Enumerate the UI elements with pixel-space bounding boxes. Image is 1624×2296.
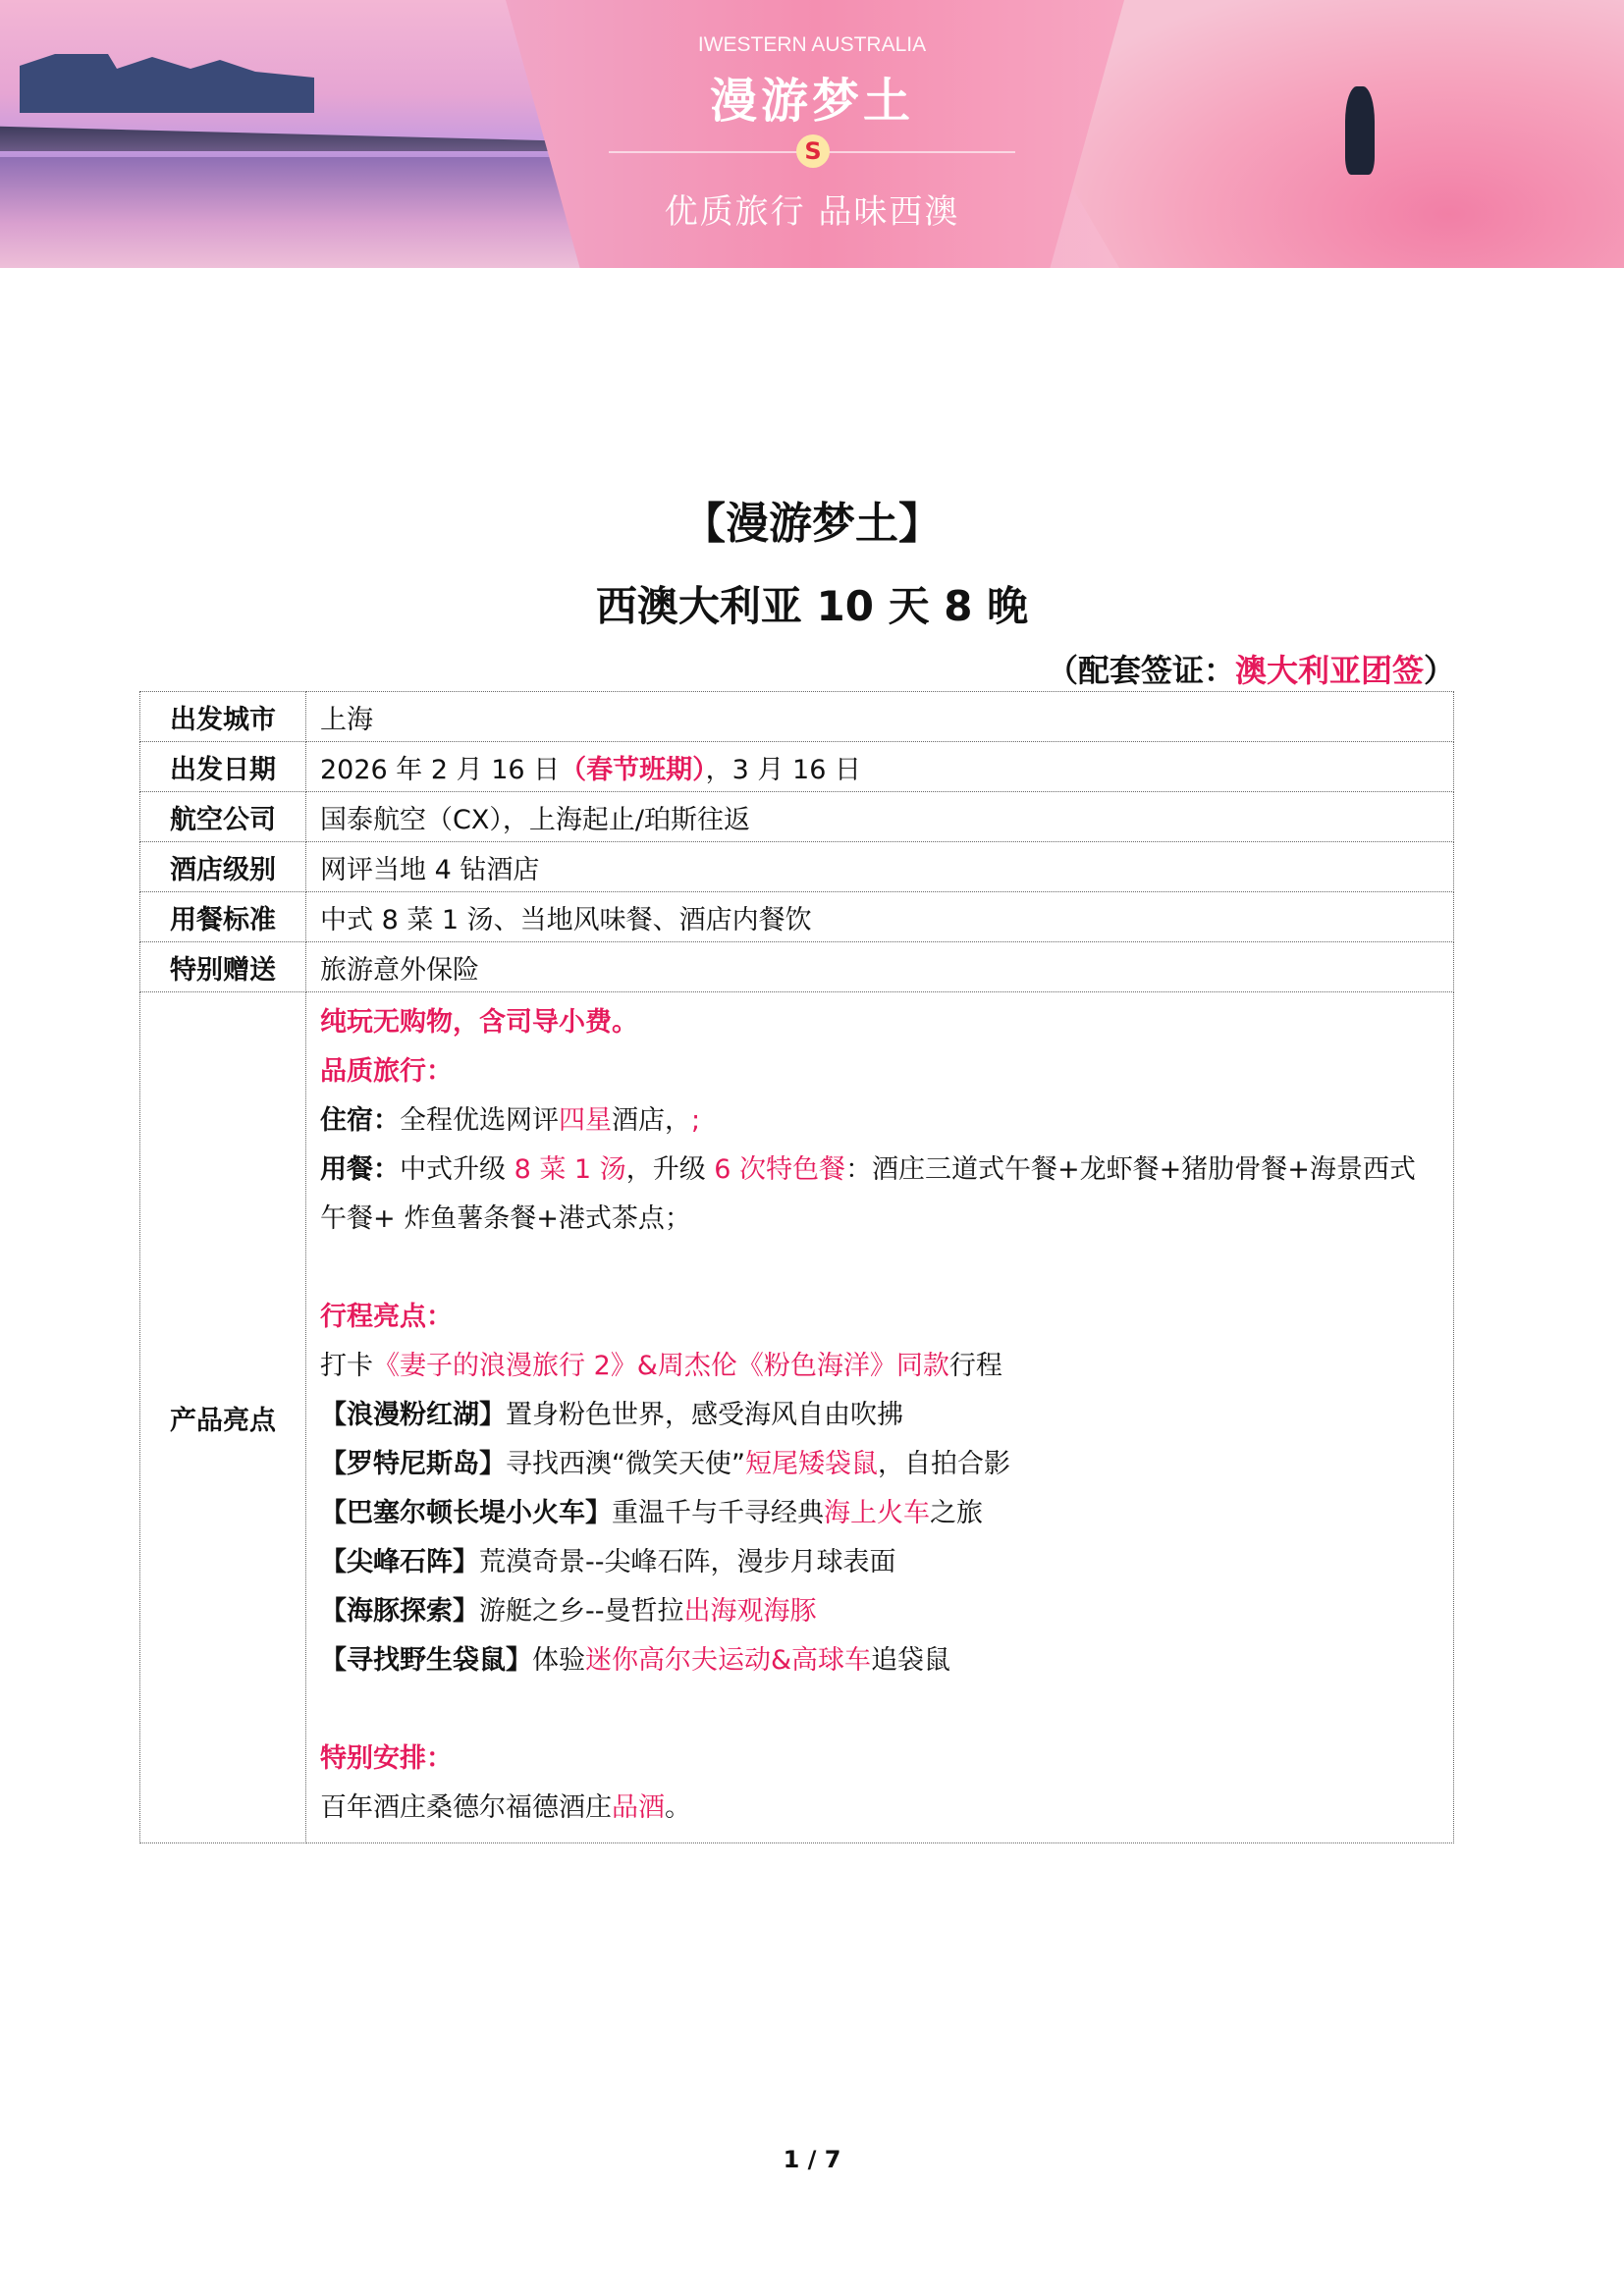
highlight-text: 品质旅行： [320,1056,453,1087]
row-value [306,842,1454,892]
text-segment: 国泰航空（CX），上海起止/珀斯往返 [320,804,750,835]
text-segment: 【浪漫粉红湖】 [320,1400,506,1430]
highlight-line [320,1391,1439,1440]
text-segment: 行程 [948,1351,1002,1381]
trip-info-table [139,691,1454,1843]
page-number: 1 / 7 [783,2146,841,2173]
highlight-line [320,1489,1439,1538]
text-segment: 上海 [320,704,373,735]
highlight-line [320,1538,1439,1587]
text-segment: ：酒庄三道式午餐+龙虾餐+猪肋骨餐+海景西式午餐+ 炸鱼薯条餐+港式茶点； [320,1154,1416,1234]
highlight-text: 出海观海豚 [683,1596,817,1627]
highlights-content [306,992,1454,1843]
visa-suffix: ） [1423,652,1455,689]
highlight-text: 品酒 [612,1792,665,1823]
row-label: 出发城市 [140,692,306,742]
highlight-text: 《妻子的浪漫旅行 2》&周杰伦《粉色海洋》同款 [373,1351,949,1381]
row-label: 出发日期 [140,742,306,792]
banner-slogan: 优质旅行 品味西澳 [664,192,960,232]
text-segment: 体验 [532,1645,585,1676]
highlight-text: 迷你高尔夫运动&高球车 [585,1645,872,1676]
text-segment: 荒漠奇景--尖峰石阵，漫步月球表面 [479,1547,896,1577]
banner-chinese-title: 漫游梦土 [709,74,914,129]
table-row [140,692,1454,742]
text-segment: 【巴塞尔顿长堤小火车】 [320,1498,612,1528]
highlight-line [320,1587,1439,1636]
visa-prefix: （配套签证： [1046,652,1235,689]
highlight-line [320,1293,1439,1342]
row-label: 产品亮点 [140,992,306,1843]
visa-value: 澳大利亚团签 [1234,652,1424,689]
text-segment: ，3 月 16 日 [705,754,861,785]
text-segment: 住宿： [320,1105,400,1136]
row-value [306,892,1454,942]
row-value [306,742,1454,792]
text-segment: 【寻找野生袋鼠】 [320,1645,532,1676]
text-segment: 2026 年 2 月 16 日 [320,754,561,785]
highlight-text: 行程亮点： [320,1302,453,1332]
row-label: 航空公司 [140,792,306,842]
highlight-text: ; [691,1105,701,1136]
highlight-text: 短尾矮袋鼠 [744,1449,878,1479]
highlight-line [320,1047,1439,1096]
text-segment: 【尖峰石阵】 [320,1547,479,1577]
row-value [306,792,1454,842]
text-segment: 【罗特尼斯岛】 [320,1449,506,1479]
highlight-text: 特别安排： [320,1743,453,1774]
text-segment: 【海豚探索】 [320,1596,479,1627]
text-segment: 旅游意外保险 [320,954,479,986]
highlight-line [320,1244,1439,1293]
brand-logo-icon: S [796,134,830,168]
highlights-row [140,992,1454,1843]
text-segment: 寻找西澳“微笑天使” [506,1449,745,1479]
row-label: 用餐标准 [140,892,306,942]
text-segment: 百年酒庄桑德尔福德酒庄 [320,1792,612,1823]
highlight-line [320,1342,1439,1391]
highlight-line [320,1096,1439,1146]
highlight-line [320,998,1439,1047]
highlight-line [320,1735,1439,1784]
row-value [306,942,1454,992]
text-segment: 酒店， [612,1105,691,1136]
table-row [140,892,1454,942]
text-segment: 打卡 [320,1351,373,1381]
header-banner [0,0,1624,268]
row-label: 酒店级别 [140,842,306,892]
highlight-text: （春节班期） [560,754,706,785]
text-segment: 中式升级 [400,1154,514,1185]
text-segment: 。 [665,1792,691,1823]
text-segment: 用餐： [320,1154,400,1185]
highlight-line [320,1636,1439,1685]
highlight-text: 海上火车 [824,1498,930,1528]
visa-note [1047,646,1455,691]
highlight-line [320,1440,1439,1489]
highlight-text: 纯玩无购物，含司导小费。 [320,1007,638,1038]
table-row [140,842,1454,892]
page-title: 【漫游梦土】 [682,499,942,549]
text-segment: 重温千与千寻经典 [612,1498,824,1528]
text-segment: 网评当地 4 钻酒店 [320,854,540,885]
text-segment: ，升级 [625,1154,715,1185]
banner-english-title: IWESTERN AUSTRALIA [697,33,927,56]
row-value [306,692,1454,742]
table-row [140,942,1454,992]
text-segment: 全程优选网评 [400,1105,559,1136]
text-segment: 追袋鼠 [871,1645,951,1676]
text-segment: ，自拍合影 [877,1449,1010,1479]
highlight-text: 四星 [559,1105,612,1136]
highlight-line [320,1784,1439,1833]
table-row [140,792,1454,842]
text-segment: 之旅 [930,1498,983,1528]
row-label: 特别赠送 [140,942,306,992]
highlight-line [320,1685,1439,1735]
page-subtitle: 西澳大利亚 10 天 8 晚 [595,582,1029,630]
highlight-line [320,1146,1439,1244]
highlight-text: 6 次特色餐 [714,1154,846,1185]
text-segment: 置身粉色世界，感受海风自由吹拂 [506,1400,903,1430]
highlight-text: 8 菜 1 汤 [514,1154,626,1185]
table-row [140,742,1454,792]
text-segment: 中式 8 菜 1 汤、当地风味餐、酒店内餐饮 [320,904,812,935]
text-segment: 游艇之乡--曼哲拉 [479,1596,684,1627]
